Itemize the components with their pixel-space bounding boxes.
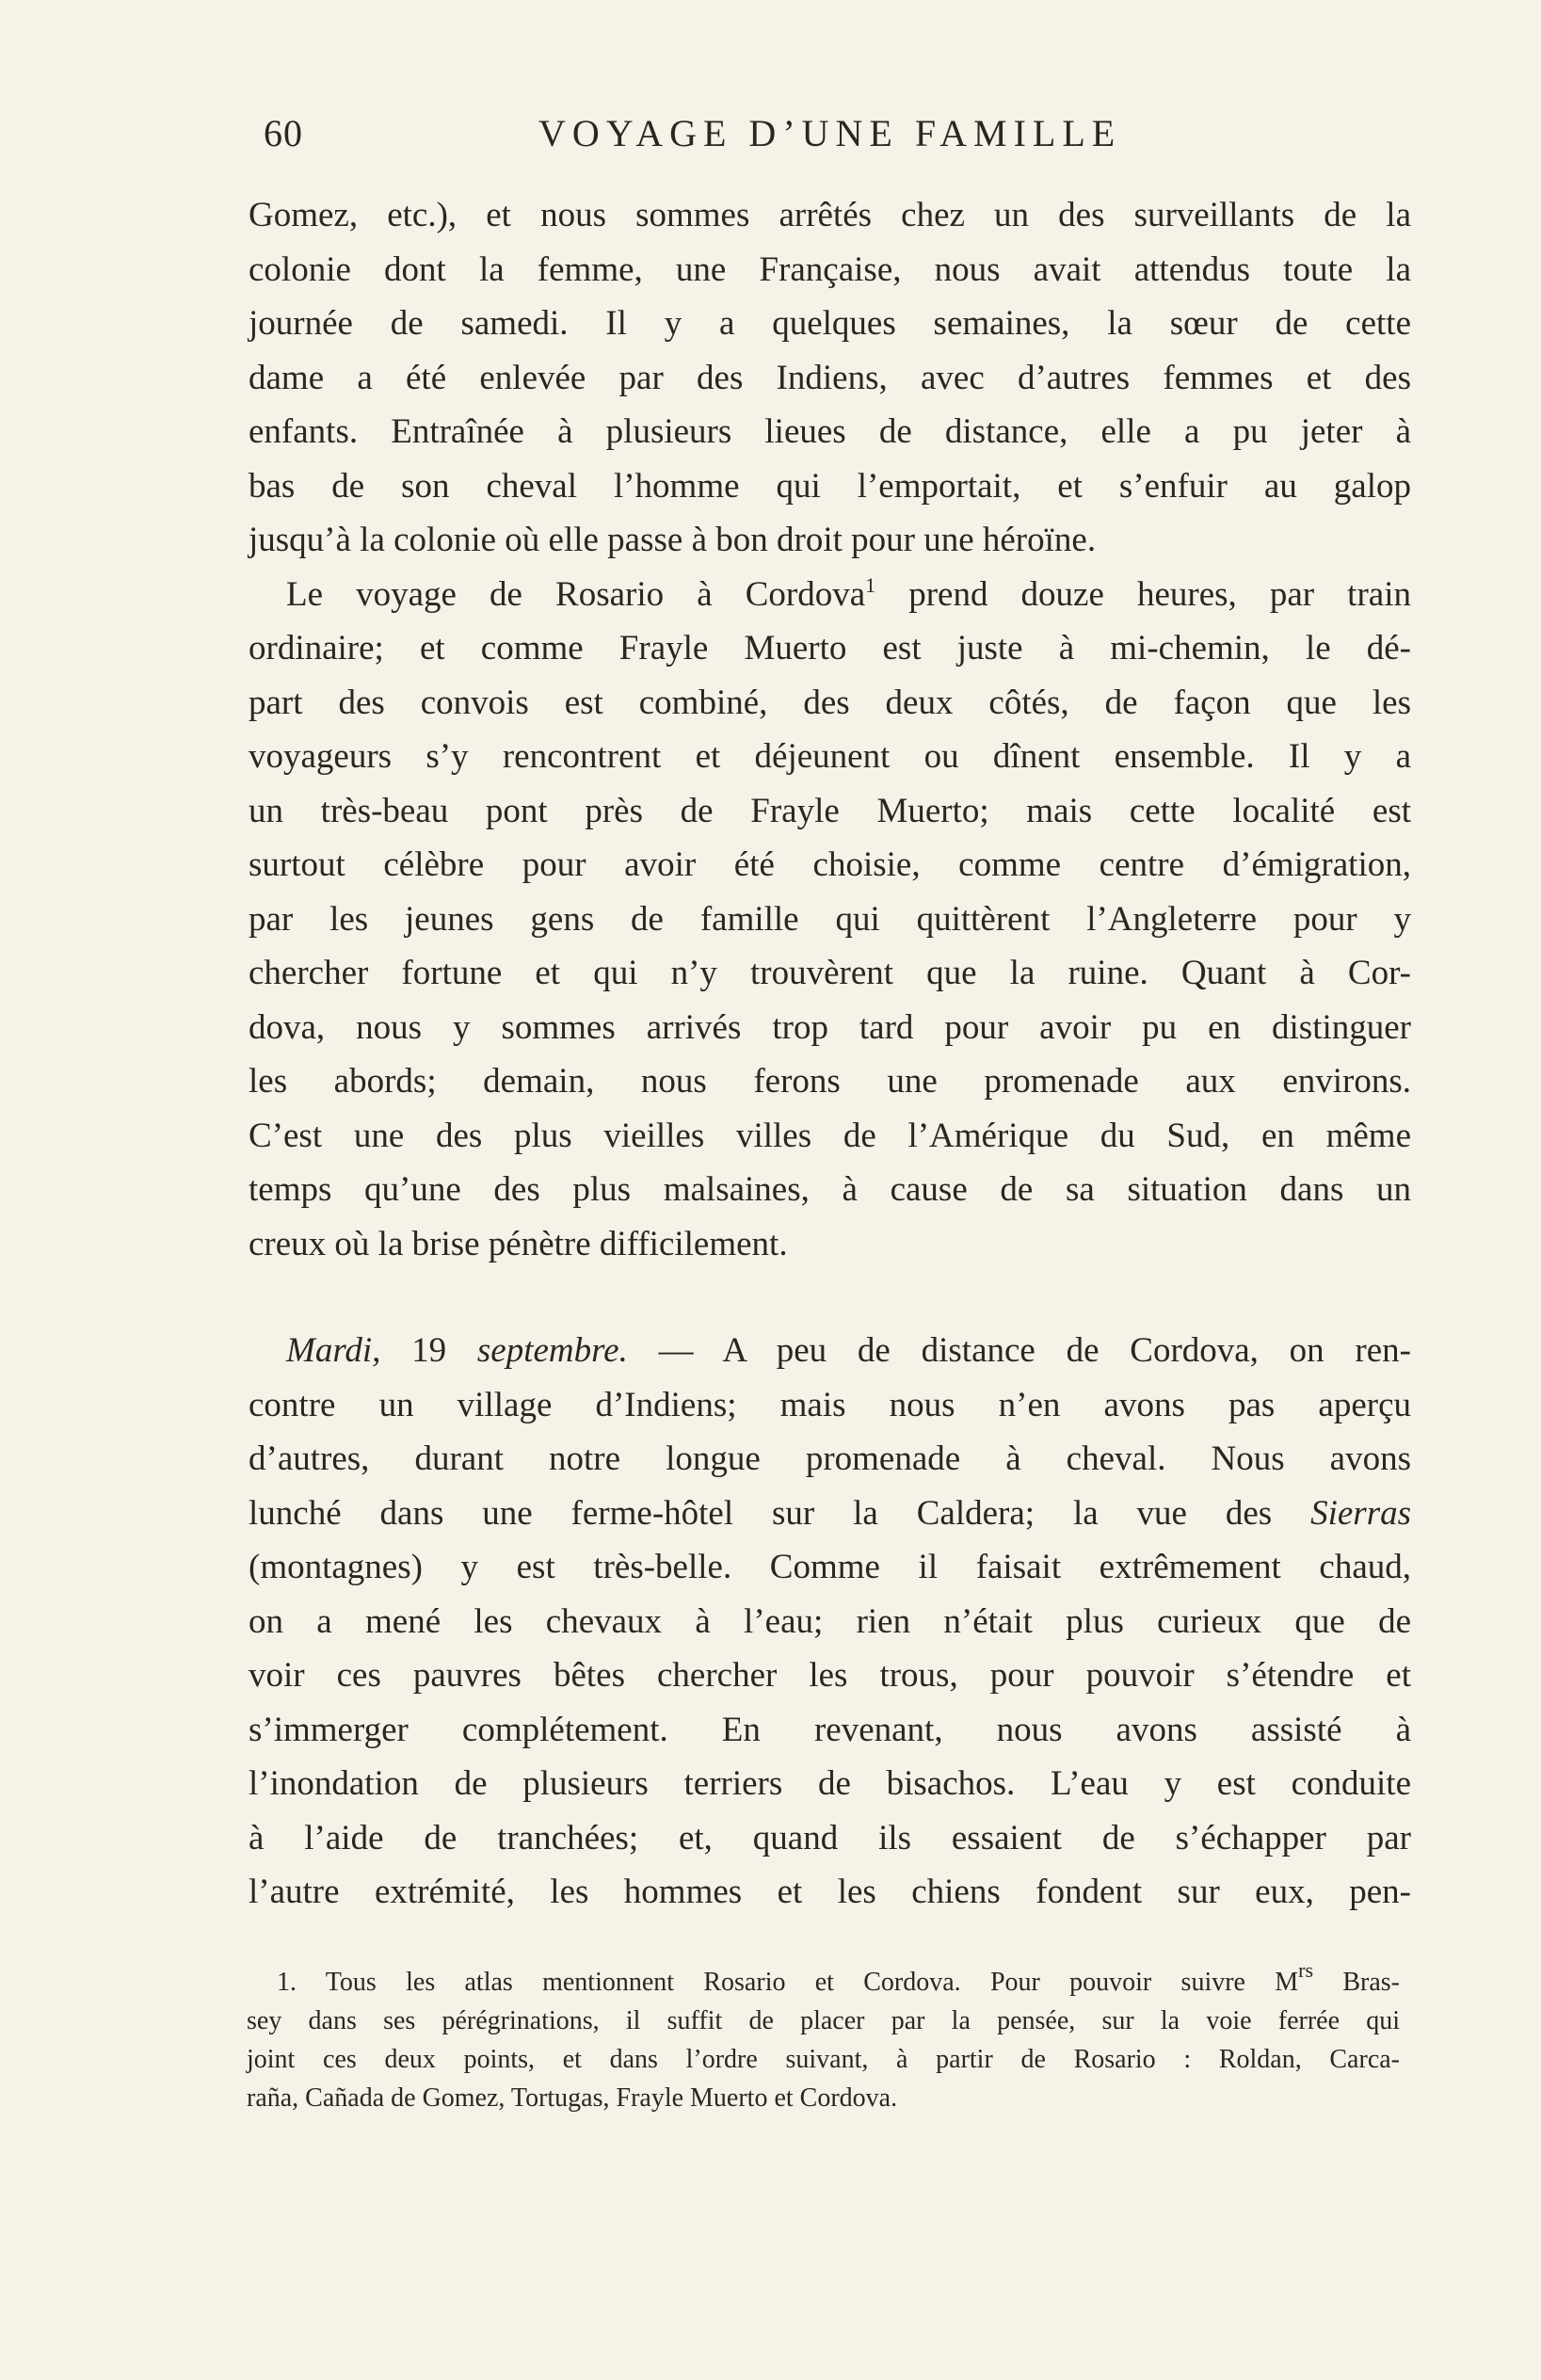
text-line: l’inondation de plusieurs terriers de bisachos. L’eau y est conduite [249,1764,1411,1803]
text-line: à l’aide de tranchées; et, quand ils essaient de s’échapper par [249,1818,1411,1857]
paragraph-1 [249,188,1411,568]
text-line: par les jeunes gens de famille qui quittèrent l’Angleterre pour y [249,899,1411,939]
text-line: ordinaire; et comme Frayle Muerto est juste à mi-chemin, le dé- [249,629,1411,667]
text-line: on a mené les chevaux à l’eau; rien n’était plus curieux que de [249,1601,1411,1641]
text-fragment: prend douze heures, par train [875,574,1411,614]
text-line [249,1324,1411,1378]
footnote [247,1958,1400,2117]
superscript: rs [1298,1958,1314,1982]
text-line: part des convois est combiné, des deux côtés, de façon que les [249,683,1411,722]
text-line: C’est une des plus vieilles villes de l’Amérique du Sud, en même [249,1116,1411,1155]
text-line: s’immerger complétement. En revenant, nous avons assisté à [249,1710,1411,1749]
text-fragment: — A peu de distance de Cordova, on ren- [627,1331,1412,1370]
text-line: Gomez, etc.), et nous sommes arrêtés chez un des surveillants de la [249,196,1411,234]
text-line: creux où la brise pénètre difficilement. [249,1224,788,1263]
text-line: temps qu’une des plus malsaines, à cause de sa situation dans un [249,1170,1411,1209]
italic-term: Sierras [1310,1493,1411,1533]
text-line: dame a été enlevée par des Indiens, avec d’autres femmes et des [249,358,1411,397]
text-line: bas de son cheval l’homme qui l’emportait, et s’enfuir au galop [249,466,1411,506]
text-fragment: Bras- [1313,1968,1400,1997]
paragraph-2 [249,568,1411,1272]
page-number: 60 [264,112,303,154]
text-line: surtout célèbre pour avoir été choisie, comme centre d’émigration, [249,845,1411,884]
footnote-marker: 1 [865,572,876,597]
text-line: chercher fortune et qui n’y trouvèrent que la ruine. Quant à Cor- [249,954,1411,992]
running-title: VOYAGE D’UNE FAMILLE [538,112,1122,154]
page-header [247,111,1390,168]
date-month: septembre. [476,1331,628,1370]
section-gap [249,1271,1411,1324]
text-line: (montagnes) y est très-belle. Comme il faisait extrêmement chaud, [249,1548,1411,1586]
date-day: Mardi, [286,1331,381,1370]
text-line [249,568,1411,622]
text-line: voyageurs s’y rencontrent et déjeunent ou dînent ensemble. Il y a [249,737,1411,776]
footnote-line [247,1958,1400,2002]
text-fragment: 1. Tous les atlas mentionnent Rosario et Cordova. Pour pouvoir suivre M [277,1968,1299,1997]
text-line [249,1487,1411,1541]
text-line: journée de samedi. Il y a quelques semaines, la sœur de cette [249,304,1411,343]
text-line: enfants. Entraînée à plusieurs lieues de distance, elle a pu jeter à [249,412,1411,451]
text-line: un très-beau pont près de Frayle Muerto; mais cette localité est [249,791,1411,830]
text-line: d’autres, durant notre longue promenade à cheval. Nous avons [249,1439,1411,1478]
text-line: dova, nous y sommes arrivés trop tard pour avoir pu en distinguer [249,1007,1411,1047]
date-number: 19 [380,1331,477,1370]
text-line: contre un village d’Indiens; mais nous n’en avons pas aperçu [249,1385,1411,1424]
body-text [249,188,1411,1920]
text-line: colonie dont la femme, une Française, nous avait attendus toute la [249,249,1411,289]
footnote-line: raña, Cañada de Gomez, Tortugas, Frayle Muerto et Cordova. [247,2083,898,2113]
footnote-line: sey dans ses pérégrinations, il suffit de placer par la pensée, sur la voie ferrée qui [247,2006,1400,2035]
text-line: les abords; demain, nous ferons une promenade aux environs. [249,1062,1411,1101]
paragraph-3 [249,1324,1411,1920]
footnote-line: joint ces deux points, et dans l’ordre suivant, à partir de Rosario : Roldan, Carca- [247,2045,1400,2074]
text-line: jusqu’à la colonie où elle passe à bon droit pour une héroïne. [249,521,1097,559]
text-line: l’autre extrémité, les hommes et les chiens fondent sur eux, pen- [249,1873,1411,1911]
text-fragment: lunché dans une ferme-hôtel sur la Caldera; la vue des [249,1493,1311,1533]
text-line: voir ces pauvres bêtes chercher les trous, pour pouvoir s’étendre et [249,1656,1411,1695]
text-fragment: Le voyage de Rosario à Cordova [286,574,866,614]
